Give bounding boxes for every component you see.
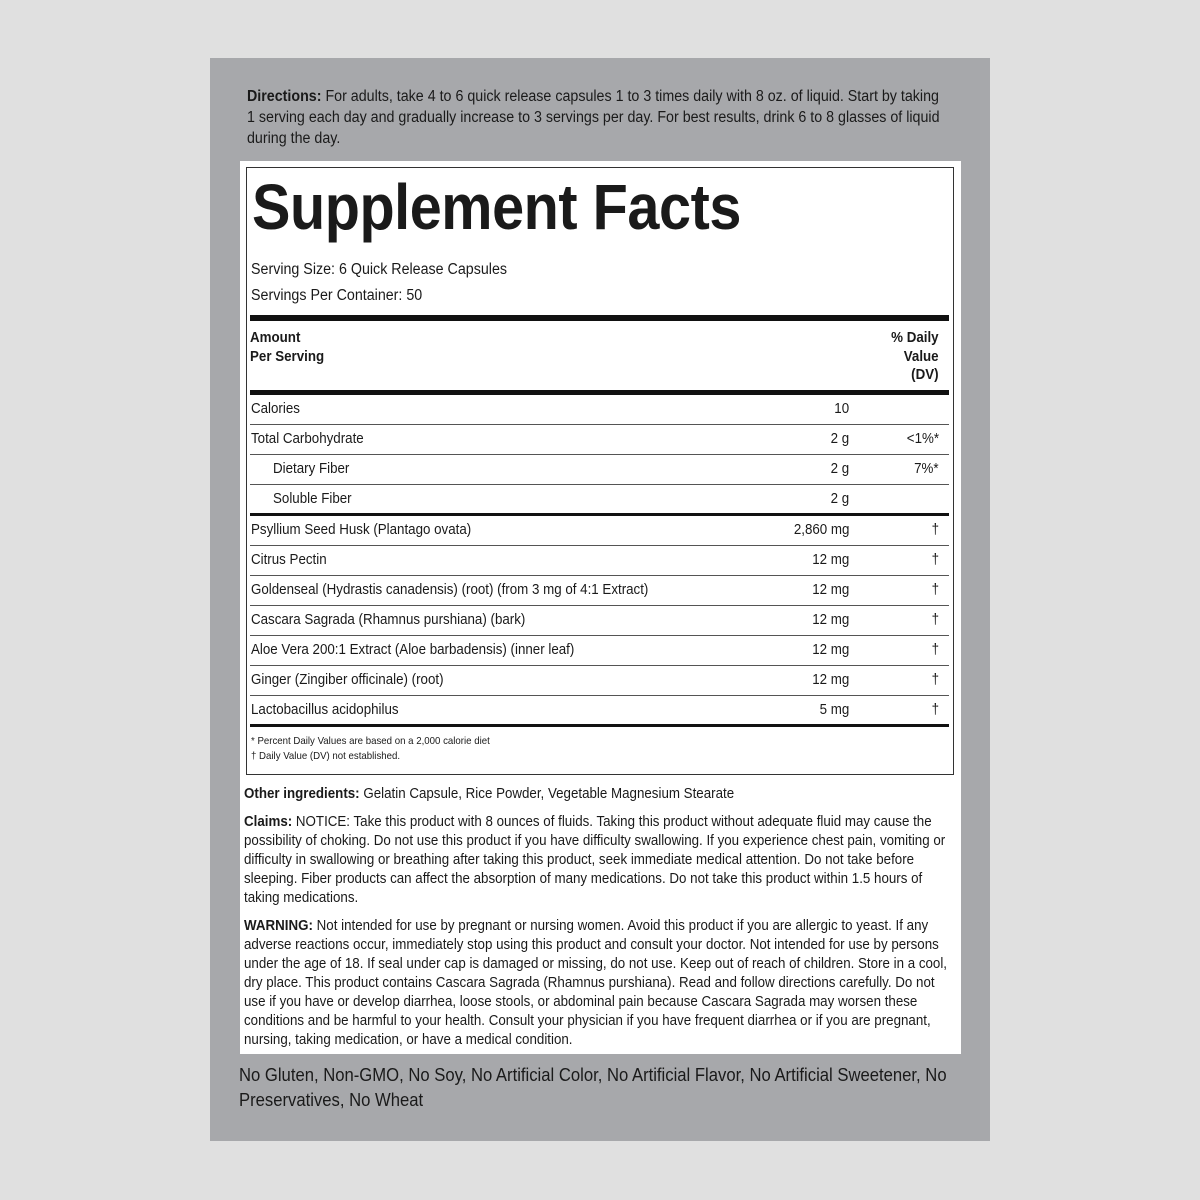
directions-body: For adults, take 4 to 6 quick release capsules 1 to 3 times daily with 8 oz. of liquid. Start by taking 1 serving each day and gradually increase to 3 servings per day. For best results, drink 6 to 8 glasses of liquid during the day. [247,88,940,147]
ingredient-amount: 12 mg [811,642,849,658]
serving-size: Serving Size: 6 Quick Release Capsules [251,261,508,278]
ingredient-dv: † [931,672,939,688]
ingredient-dv: † [931,522,939,538]
nutrient-name: Calories [251,401,300,417]
daily-value-header [892,329,939,385]
footnote-dagger: † Daily Value (DV) not established. [251,750,401,762]
thick-rule-bottom [250,724,949,727]
ingredient-name: Psyllium Seed Husk (Plantago ovata) [251,522,472,538]
facts-row [250,425,949,455]
warning-text: Not intended for use by pregnant or nursing women. Avoid this product if you are allergic to yeast. If any adverse reactions occur, immediately stop using this product and consult your doctor. Not intended for use by persons under the age of 18. If seal under cap is damaged or missing, do not use. Keep out of reach of children. Store in a cool, dry place. This product contains Cascara Sagrada (Rhamnus purshiana). Read and follow directions carefully. Do not use if you have or develop diarrhea, loose stools, or abdominal pain because Cascara Sagrada may worsen these conditions and be harmful to your health. Consult your physician if you have frequent diarrhea or if you are pregnant, nursing, taking medication, or have a medical condition. [244,918,948,1048]
nutrient-name: Soluble Fiber [273,491,352,507]
directions-text [247,86,946,149]
other-ingredients-label: Other ingredients: [244,786,360,802]
ingredient-name: Aloe Vera 200:1 Extract (Aloe barbadensis) (inner leaf) [251,642,575,658]
warning-label: WARNING: [244,918,313,934]
amount-per-serving-header [250,329,324,366]
ingredient-amount: 12 mg [811,582,849,598]
nutrient-name: Dietary Fiber [273,461,350,477]
facts-row [250,576,949,606]
ingredient-dv: † [931,642,939,658]
supplement-facts-panel [246,167,954,775]
facts-row [250,455,949,485]
nutrient-amount: 2 g [830,431,849,447]
warning-paragraph [244,917,952,1050]
facts-row [250,516,949,546]
amount-header-line1: Amount [250,330,301,346]
supplement-facts-title: Supplement Facts [252,171,741,243]
claims-label: Claims: [244,814,293,830]
ingredient-name: Cascara Sagrada (Rhamnus purshiana) (bark) [251,612,526,628]
amount-header-line2: Per Serving [250,348,325,365]
other-ingredients [244,785,952,804]
ingredient-amount: 12 mg [811,672,849,688]
facts-row [250,485,949,514]
dv-header-line1: % Daily [891,330,939,346]
ingredient-amount: 12 mg [811,612,849,628]
facts-row [250,606,949,636]
servings-per-container: Servings Per Container: 50 [251,287,423,304]
footnote-daily-values: * Percent Daily Values are based on a 2,000 calorie diet [251,735,490,747]
ingredient-name: Ginger (Zingiber officinale) (root) [251,672,444,688]
claims-paragraph [244,813,952,908]
nutrient-dv: <1%* [906,431,939,447]
facts-row [250,696,949,725]
ingredient-dv: † [931,582,939,598]
ingredient-dv: † [931,612,939,628]
ingredient-amount: 12 mg [811,552,849,568]
ingredient-amount: 5 mg [819,702,849,718]
facts-row [250,546,949,576]
dv-header-line2: Value [904,348,939,365]
ingredient-name: Lactobacillus acidophilus [251,702,399,718]
other-ingredients-text: Gelatin Capsule, Rice Powder, Vegetable Magnesium Stearate [363,786,735,802]
dv-header-line3: (DV) [911,367,939,383]
ingredient-name: Citrus Pectin [251,552,327,568]
thick-rule-top [250,315,949,321]
ingredient-dv: † [931,702,939,718]
nutrient-amount: 10 [834,401,849,417]
directions-label: Directions: [247,88,322,105]
nutrient-amount: 2 g [830,461,849,477]
facts-row [250,395,949,425]
nutrient-dv: 7%* [914,461,939,477]
ingredient-name: Goldenseal (Hydrastis canadensis) (root) (from 3 mg of 4:1 Extract) [251,582,649,598]
facts-row [250,666,949,696]
claims-text: NOTICE: Take this product with 8 ounces of fluids. Taking this product without adequate fluid may cause the possibility of choking. Do not use this product if you have difficulty swallowing. If you experience chest pain, vomiting or difficulty in swallowing or breathing after taking this product, seek immediate medical attention. Do not take before sleeping. Fiber products can affect the absorption of many medications. Do not take this product within 1.5 hours of taking medications. [244,814,946,906]
free-from-statement: No Gluten, Non-GMO, No Soy, No Artificial Color, No Artificial Flavor, No Artificial Sweetener, No Preservatives, No Wheat [239,1064,947,1110]
facts-row [250,636,949,666]
nutrient-amount: 2 g [830,491,849,507]
ingredient-amount: 2,860 mg [793,522,849,538]
ingredient-dv: † [931,552,939,568]
nutrient-name: Total Carbohydrate [251,431,364,447]
